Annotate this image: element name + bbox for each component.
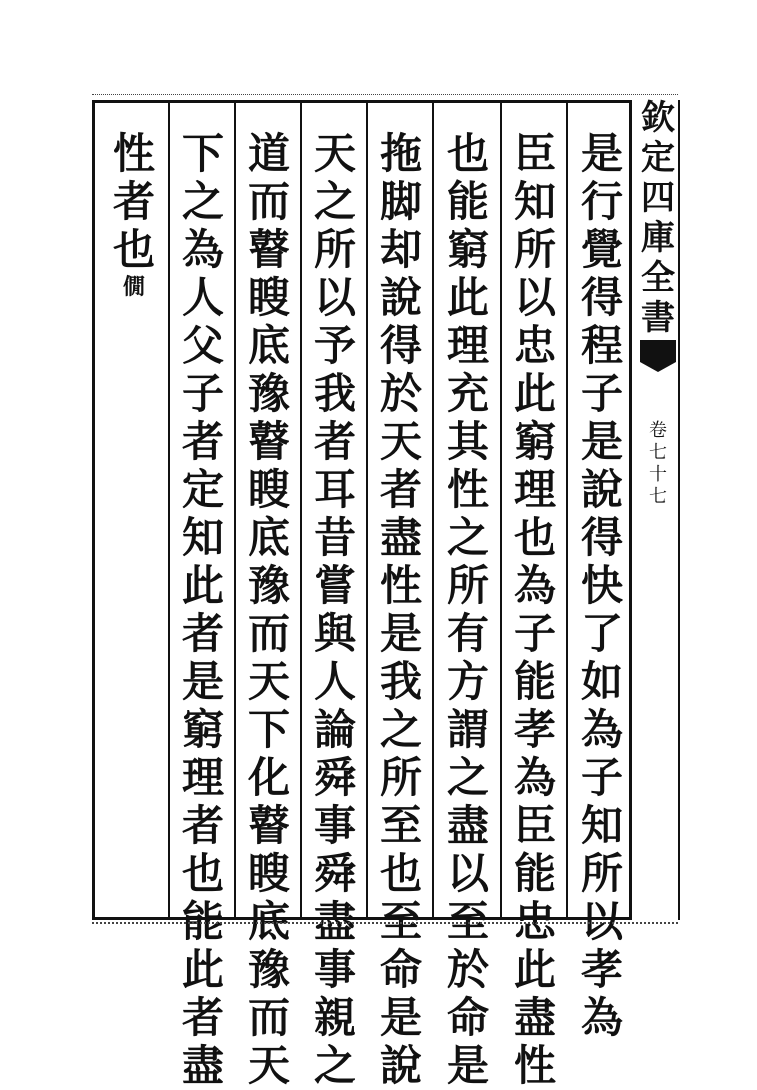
glyph: 得: [580, 513, 623, 562]
glyph: 定: [181, 465, 224, 514]
text-column-2: [503, 130, 567, 1090]
glyph: 性: [379, 561, 422, 610]
glyph: 脚: [379, 177, 422, 226]
fishtail-mark: [640, 340, 676, 362]
glyph: 能: [513, 657, 556, 706]
glyph: 者: [313, 417, 356, 466]
glyph: 之: [446, 513, 489, 562]
glyph: 所: [513, 225, 556, 274]
glyph: 窮: [513, 417, 556, 466]
glyph: 為: [580, 993, 623, 1042]
glyph: 其: [446, 417, 489, 466]
glyph: 我: [313, 369, 356, 418]
glyph: 之: [446, 753, 489, 802]
glyph: 命: [379, 945, 422, 994]
glyph: 我: [379, 657, 422, 706]
glyph: 耳: [313, 465, 356, 514]
glyph: 也: [513, 513, 556, 562]
glyph: 子: [513, 609, 556, 658]
glyph: 能: [513, 849, 556, 898]
glyph: 忠: [513, 897, 556, 946]
glyph: 之: [379, 705, 422, 754]
glyph: 孝: [580, 945, 623, 994]
glyph: 於: [446, 945, 489, 994]
glyph: 為: [513, 753, 556, 802]
bottom-border-dots: [92, 922, 678, 924]
glyph: 底: [247, 513, 290, 562]
glyph: 說: [379, 273, 422, 322]
glyph: 以: [580, 897, 623, 946]
glyph: 了: [580, 609, 623, 658]
glyph: 天: [247, 657, 290, 706]
glyph: 之: [313, 1041, 356, 1090]
glyph: 而: [247, 177, 290, 226]
glyph: 却: [379, 225, 422, 274]
glyph: 此: [513, 369, 556, 418]
glyph: 七: [649, 486, 667, 507]
glyph: 為: [513, 561, 556, 610]
glyph: 者: [181, 417, 224, 466]
column-rule: [500, 100, 502, 920]
glyph: 父: [181, 321, 224, 370]
glyph: 也: [181, 849, 224, 898]
glyph: 昔: [313, 513, 356, 562]
glyph: 瞽: [247, 801, 290, 850]
glyph: 與: [313, 609, 356, 658]
column-rule: [168, 100, 170, 920]
glyph: 化: [247, 753, 290, 802]
glyph: 能: [181, 897, 224, 946]
glyph: 是: [580, 417, 623, 466]
glyph: 者: [112, 177, 155, 226]
glyph: 以: [313, 273, 356, 322]
column-text: [511, 130, 559, 1090]
glyph: 豫: [247, 945, 290, 994]
glyph: 十: [649, 464, 667, 485]
glyph: 此: [513, 945, 556, 994]
interlinear-note: [110, 274, 158, 300]
glyph: 也: [446, 129, 489, 178]
glyph: 性: [112, 129, 155, 178]
glyph: 如: [580, 657, 623, 706]
glyph: 至: [379, 897, 422, 946]
glyph: 之: [181, 177, 224, 226]
text-column-3: [436, 130, 500, 1090]
glyph: 謂: [446, 705, 489, 754]
glyph: 命: [446, 993, 489, 1042]
text-column-1: [570, 130, 634, 1042]
glyph: 理: [513, 465, 556, 514]
glyph: 人: [181, 273, 224, 322]
glyph: 瞍: [247, 465, 290, 514]
glyph: 此: [181, 561, 224, 610]
glyph: 全: [641, 258, 675, 298]
glyph: 底: [247, 897, 290, 946]
glyph: 知: [580, 801, 623, 850]
glyph: 是: [580, 129, 623, 178]
glyph: 豫: [247, 561, 290, 610]
glyph: 說: [580, 465, 623, 514]
glyph: 下: [181, 129, 224, 178]
glyph: 事: [313, 801, 356, 850]
glyph: 瞍: [247, 849, 290, 898]
column-text: [578, 130, 626, 1042]
glyph: 覺: [580, 225, 623, 274]
glyph: 方: [446, 657, 489, 706]
glyph: 為: [580, 705, 623, 754]
glyph: 以: [446, 849, 489, 898]
glyph: 書: [641, 298, 675, 338]
glyph: 瞽: [247, 225, 290, 274]
glyph: 知: [181, 513, 224, 562]
glyph: 能: [446, 177, 489, 226]
glyph: 理: [446, 321, 489, 370]
glyph: 程: [580, 321, 623, 370]
text-column-7: [171, 130, 235, 1090]
glyph: 四: [641, 178, 675, 218]
column-text: [110, 130, 158, 274]
glyph: 所: [313, 225, 356, 274]
glyph: 此: [181, 945, 224, 994]
glyph: 子: [580, 753, 623, 802]
glyph: 之: [313, 177, 356, 226]
glyph: 者: [181, 993, 224, 1042]
juan-number: [644, 420, 672, 508]
glyph: 充: [446, 369, 489, 418]
text-column-5: [303, 130, 367, 1090]
column-text: [179, 130, 227, 1090]
glyph: 定: [641, 138, 675, 178]
glyph: 豫: [247, 369, 290, 418]
glyph: 窮: [446, 225, 489, 274]
glyph: 為: [181, 225, 224, 274]
glyph: 盡: [379, 513, 422, 562]
glyph: 下: [247, 705, 290, 754]
glyph: 七: [649, 442, 667, 463]
top-border-dots: [92, 94, 678, 95]
glyph: 事: [313, 945, 356, 994]
glyph: 得: [379, 321, 422, 370]
glyph: 者: [181, 801, 224, 850]
glyph: 孝: [513, 705, 556, 754]
glyph: 欽: [641, 98, 675, 138]
glyph: 天: [313, 129, 356, 178]
glyph: 有: [446, 609, 489, 658]
column-text: [377, 130, 425, 1090]
glyph: 至: [379, 801, 422, 850]
glyph: 是: [181, 657, 224, 706]
glyph: 是: [379, 609, 422, 658]
column-text: [444, 130, 492, 1090]
glyph: 臣: [513, 129, 556, 178]
glyph: 所: [580, 849, 623, 898]
glyph: 者: [181, 609, 224, 658]
glyph: 忠: [513, 321, 556, 370]
text-column-8: [102, 130, 166, 300]
glyph: 天: [379, 417, 422, 466]
glyph: 臣: [513, 801, 556, 850]
glyph: 盡: [313, 897, 356, 946]
glyph: 者: [379, 465, 422, 514]
glyph: 理: [181, 753, 224, 802]
column-text: [311, 130, 359, 1090]
glyph: 性: [513, 1041, 556, 1090]
glyph: 底: [247, 321, 290, 370]
column-text: [245, 130, 293, 1090]
glyph: 人: [313, 657, 356, 706]
glyph: 於: [379, 369, 422, 418]
glyph: 盡: [446, 801, 489, 850]
glyph: 舜: [313, 753, 356, 802]
book-title-text: [641, 98, 675, 338]
glyph: 子: [580, 369, 623, 418]
glyph: 瞍: [247, 273, 290, 322]
glyph: 所: [379, 753, 422, 802]
glyph: 行: [580, 177, 623, 226]
glyph: 而: [247, 609, 290, 658]
glyph: 以: [513, 273, 556, 322]
glyph: 是: [446, 1041, 489, 1090]
glyph: 道: [247, 129, 290, 178]
glyph: 庫: [641, 218, 675, 258]
glyph: 說: [379, 1041, 422, 1090]
glyph: 所: [446, 561, 489, 610]
glyph: 嘗: [313, 561, 356, 610]
glyph: 子: [181, 369, 224, 418]
glyph: 拖: [379, 129, 422, 178]
glyph: 論: [313, 705, 356, 754]
glyph: 是: [379, 993, 422, 1042]
glyph: 親: [313, 993, 356, 1042]
glyph: 卷: [649, 420, 667, 441]
glyph: 性: [446, 465, 489, 514]
glyph: 僩: [122, 274, 145, 300]
glyph: 舜: [313, 849, 356, 898]
glyph: 快: [580, 561, 623, 610]
glyph: 窮: [181, 705, 224, 754]
glyph: 天: [247, 1041, 290, 1090]
glyph: 也: [379, 849, 422, 898]
text-column-4: [369, 130, 433, 1090]
glyph: 盡: [513, 993, 556, 1042]
glyph: 此: [446, 273, 489, 322]
glyph: 而: [247, 993, 290, 1042]
glyph: 予: [313, 321, 356, 370]
glyph: 知: [513, 177, 556, 226]
glyph: 也: [112, 225, 155, 274]
glyph: 至: [446, 897, 489, 946]
glyph: 瞽: [247, 417, 290, 466]
glyph: 盡: [181, 1041, 224, 1090]
glyph: 得: [580, 273, 623, 322]
text-column-6: [237, 130, 301, 1090]
book-title: [640, 98, 676, 338]
juan-text: [649, 420, 667, 508]
